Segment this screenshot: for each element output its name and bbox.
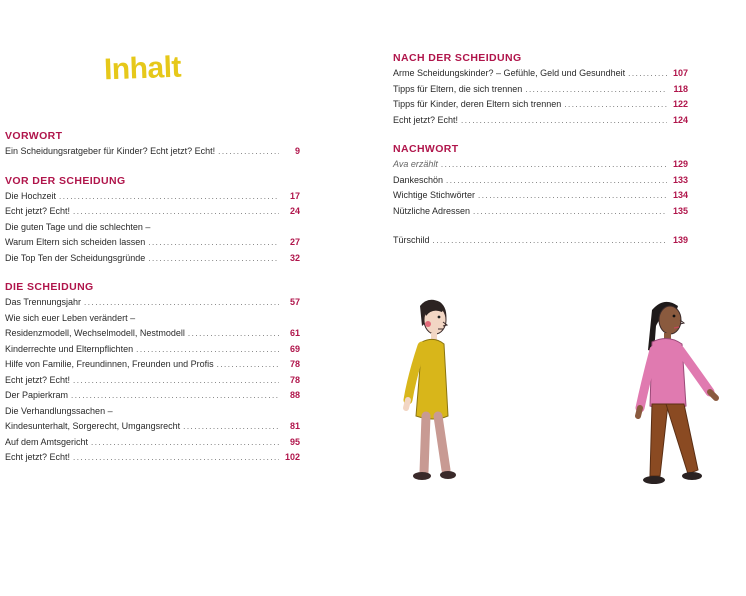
- toc-page-number: 9: [294, 146, 300, 156]
- section-heading-vorwort: VORWORT: [5, 130, 63, 142]
- toc-entry[interactable]: [5, 189, 300, 205]
- toc-entry-title: Tipps für Eltern, die sich trennen: [393, 83, 523, 94]
- toc-entry-title: Nützliche Adressen: [393, 205, 471, 216]
- toc-page-number: 24: [289, 206, 300, 216]
- leader-dots: [71, 388, 279, 404]
- toc-entry[interactable]: [5, 435, 300, 451]
- toc-page-number: 57: [289, 297, 300, 307]
- leader-dots: [478, 188, 667, 204]
- toc-page-number: 139: [672, 235, 688, 245]
- toc-entry-title: Hilfe von Familie, Freundinnen, Freunden und Profis: [5, 359, 214, 369]
- girl-yellow-dress-illustration: [398, 296, 468, 486]
- toc-entry[interactable]: [393, 204, 688, 220]
- section-heading-die-scheidung: DIE SCHEIDUNG: [5, 281, 94, 293]
- toc-left-column: [5, 129, 300, 466]
- toc-entry-title: Kindesunterhalt, Sorgerecht, Umgangsrecht: [5, 421, 181, 431]
- toc-entry-title: Ein Scheidungsratgeber für Kinder? Echt jetzt? Echt!: [5, 146, 216, 156]
- toc-entry[interactable]: [5, 295, 300, 311]
- toc-entry-title: Dankeschön: [393, 174, 444, 185]
- toc-entry-title: Arme Scheidungskinder? – Gefühle, Geld und Gesundheit: [393, 68, 626, 78]
- leader-dots: [441, 157, 667, 173]
- toc-page-number: 17: [289, 190, 300, 201]
- toc-page-number: 61: [289, 328, 300, 338]
- toc-entry-title: Der Papierkram: [5, 390, 69, 400]
- toc-entry-title: Tipps für Kinder, deren Eltern sich trennen: [393, 99, 562, 109]
- toc-entry-title: Die Hochzeit: [5, 190, 57, 201]
- toc-entry-title: Die Top Ten der Scheidungsgründe: [5, 252, 146, 263]
- toc-entry[interactable]: [393, 233, 688, 249]
- toc-entry-title: Warum Eltern sich scheiden lassen: [5, 237, 146, 247]
- section-heading-vor-der-scheidung: VOR DER SCHEIDUNG: [5, 174, 126, 187]
- leader-dots: [73, 204, 279, 220]
- section-heading-nachwort: NACHWORT: [393, 143, 459, 155]
- toc-entry[interactable]: [5, 326, 300, 342]
- toc-entry[interactable]: [393, 113, 688, 129]
- toc-entry[interactable]: [5, 388, 300, 404]
- toc-entry-title: Residenzmodell, Wechselmodell, Nestmodell: [5, 328, 185, 338]
- leader-dots: [461, 113, 667, 129]
- toc-entry[interactable]: [5, 342, 300, 358]
- leader-dots: [148, 235, 279, 251]
- toc-entry-title: Ava erzählt: [393, 159, 438, 169]
- leader-dots: [218, 144, 279, 160]
- toc-page-number: 129: [672, 159, 688, 169]
- toc-entry-title-line: Die Verhandlungssachen –: [5, 405, 113, 416]
- toc-entry[interactable]: [5, 204, 300, 220]
- leader-dots: [91, 435, 279, 451]
- section-heading-nach-der-scheidung: NACH DER SCHEIDUNG: [393, 52, 522, 64]
- toc-entry-title-line: Die guten Tage und die schlechten –: [5, 221, 151, 232]
- toc-right-column: [393, 51, 688, 249]
- toc-entry[interactable]: [393, 97, 688, 113]
- toc-entry[interactable]: [5, 419, 300, 435]
- toc-page-number: 32: [289, 252, 300, 263]
- leader-dots: [628, 66, 667, 82]
- leader-dots: [73, 450, 279, 466]
- toc-page-number: 124: [672, 114, 688, 125]
- toc-entry-title: Türschild: [393, 235, 430, 245]
- toc-entry-title: Echt jetzt? Echt!: [5, 452, 71, 462]
- leader-dots: [148, 251, 279, 267]
- toc-page-number: 69: [289, 343, 300, 354]
- toc-entry-title: Echt jetzt? Echt!: [393, 114, 459, 125]
- toc-page-number: 135: [672, 205, 688, 216]
- leader-dots: [73, 373, 279, 389]
- leader-dots: [59, 189, 279, 205]
- leader-dots: [446, 173, 667, 189]
- toc-page-number: 102: [284, 452, 300, 462]
- toc-page-number: 27: [289, 237, 300, 247]
- toc-page-number: 78: [289, 374, 300, 385]
- leader-dots: [433, 233, 667, 249]
- toc-entry[interactable]: [5, 450, 300, 466]
- toc-entry[interactable]: [393, 82, 688, 98]
- leader-dots: [564, 97, 667, 113]
- toc-page-number: 134: [672, 190, 688, 200]
- leader-dots: [473, 204, 667, 220]
- toc-page-number: 133: [672, 174, 688, 185]
- toc-entry[interactable]: [393, 157, 688, 173]
- toc-entry-title: Das Trennungsjahr: [5, 297, 82, 307]
- toc-entry-title: Kinderrechte und Elternpflichten: [5, 343, 134, 354]
- toc-page-number: 122: [672, 99, 688, 109]
- toc-page-number: 118: [673, 83, 688, 94]
- toc-entry-title: Wichtige Stichwörter: [393, 190, 476, 200]
- toc-entry[interactable]: [393, 188, 688, 204]
- toc-page-number: 88: [289, 390, 300, 400]
- toc-page-number: 78: [289, 359, 300, 369]
- leader-dots: [84, 295, 279, 311]
- toc-entry[interactable]: [393, 173, 688, 189]
- toc-entry-title: Auf dem Amtsgericht: [5, 436, 89, 447]
- toc-entry[interactable]: [5, 235, 300, 251]
- toc-entry[interactable]: [393, 66, 688, 82]
- woman-pink-sweater-illustration: [630, 296, 720, 490]
- toc-entry-title: Echt jetzt? Echt!: [5, 374, 71, 385]
- leader-dots: [525, 82, 667, 98]
- toc-page-number: 81: [289, 421, 300, 431]
- page-title: Inhalt: [103, 50, 182, 87]
- toc-entry[interactable]: [5, 251, 300, 267]
- toc-entry[interactable]: [5, 144, 300, 160]
- toc-entry-title: Echt jetzt? Echt!: [5, 206, 71, 216]
- toc-page-number: 107: [672, 68, 688, 78]
- leader-dots: [217, 357, 279, 373]
- leader-dots: [183, 419, 279, 435]
- leader-dots: [136, 342, 279, 358]
- leader-dots: [188, 326, 279, 342]
- toc-entry[interactable]: [5, 357, 300, 373]
- toc-page-number: 95: [289, 436, 300, 447]
- toc-entry-title-line: Wie sich euer Leben verändert –: [5, 312, 136, 323]
- toc-entry[interactable]: [5, 373, 300, 389]
